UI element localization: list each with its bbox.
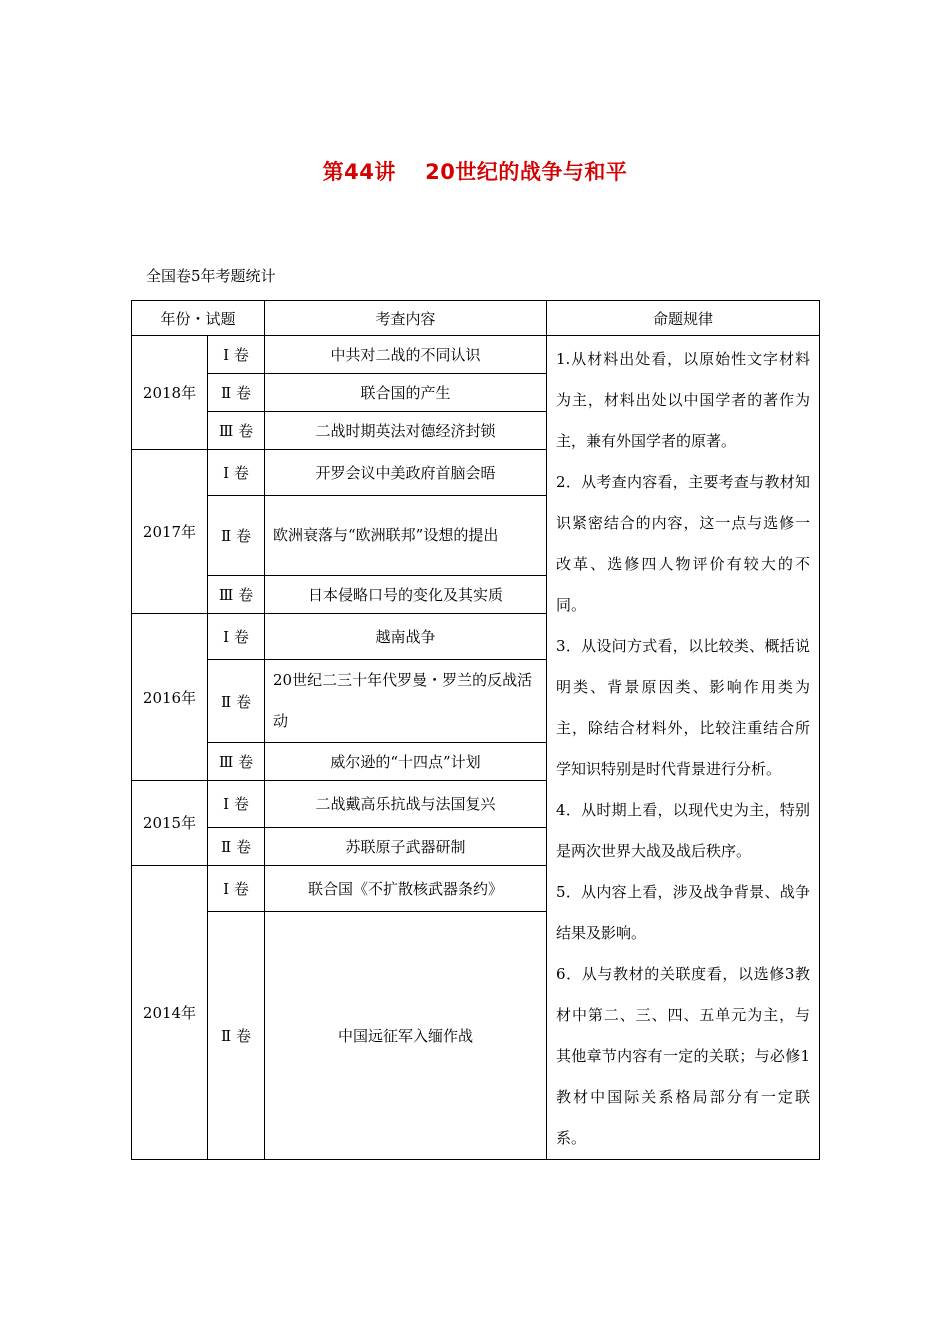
content-cell: 苏联原子武器研制 [265,827,547,865]
exam-statistics-table [131,300,820,1160]
header-year-paper: 年份・试题 [132,301,265,336]
content-cell: 日本侵略口号的变化及其实质 [265,576,547,614]
paper-cell: Ⅱ 卷 [208,911,265,1159]
rule-item: 1.从材料出处看，以原始性文字材料为主，材料出处以中国学者的著作为主，兼有外国学者的原著。 [556,350,811,450]
paper-cell: Ⅲ 卷 [208,576,265,614]
content-cell: 威尔逊的“十四点”计划 [265,743,547,781]
paper-cell: Ⅲ 卷 [208,743,265,781]
content-cell: 二战时期英法对德经济封锁 [265,412,547,450]
paper-cell: Ⅰ 卷 [208,781,265,827]
table-caption: 全国卷5年考题统计 [146,267,276,285]
header-rules: 命题规律 [547,301,820,336]
rule-item: 4．从时期上看，以现代史为主，特别是两次世界大战及战后秩序。 [556,801,811,860]
content-cell: 中国远征军入缅作战 [265,911,547,1159]
content-cell: 二战戴高乐抗战与法国复兴 [265,781,547,827]
rule-item: 3．从设问方式看，以比较类、概括说明类、背景原因类、影响作用类为主，除结合材料外，比较注重结合所学知识特别是时代背景进行分析。 [556,637,811,778]
content-cell: 20世纪二三十年代罗曼・罗兰的反战活动 [265,660,547,743]
content-cell: 联合国的产生 [265,374,547,412]
page-title: 第44讲 20世纪的战争与和平 [322,160,628,184]
content-cell: 越南战争 [265,614,547,660]
content-cell: 欧洲衰落与“欧洲联邦”设想的提出 [265,496,547,576]
rules-cell [547,336,820,1160]
paper-cell: Ⅱ 卷 [208,496,265,576]
paper-cell: Ⅱ 卷 [208,827,265,865]
table-header-row [132,301,820,336]
paper-cell: Ⅱ 卷 [208,660,265,743]
paper-cell: Ⅰ 卷 [208,614,265,660]
rule-item: 5．从内容上看，涉及战争背景、战争结果及影响。 [556,883,811,942]
year-cell-2015: 2015年 [132,781,208,865]
paper-cell: Ⅰ 卷 [208,336,265,374]
year-cell-2017: 2017年 [132,450,208,614]
content-cell: 开罗会议中美政府首脑会晤 [265,450,547,496]
year-cell-2014: 2014年 [132,865,208,1159]
rule-item: 2．从考查内容看，主要考查与教材知识紧密结合的内容，这一点与选修一改革、选修四人物评价有较大的不同。 [556,473,811,614]
content-cell: 中共对二战的不同认识 [265,336,547,374]
rule-item: 6．从与教材的关联度看，以选修3教材中第二、三、四、五单元为主，与其他章节内容有一定的关联；与必修1教材中国际关系格局部分有一定联系。 [556,965,811,1147]
paper-cell: Ⅰ 卷 [208,450,265,496]
year-cell-2018: 2018年 [132,336,208,450]
paper-cell: Ⅲ 卷 [208,412,265,450]
year-cell-2016: 2016年 [132,614,208,781]
paper-cell: Ⅰ 卷 [208,865,265,911]
header-content: 考查内容 [265,301,547,336]
content-cell: 联合国《不扩散核武器条约》 [265,865,547,911]
paper-cell: Ⅱ 卷 [208,374,265,412]
table-row [132,336,820,374]
